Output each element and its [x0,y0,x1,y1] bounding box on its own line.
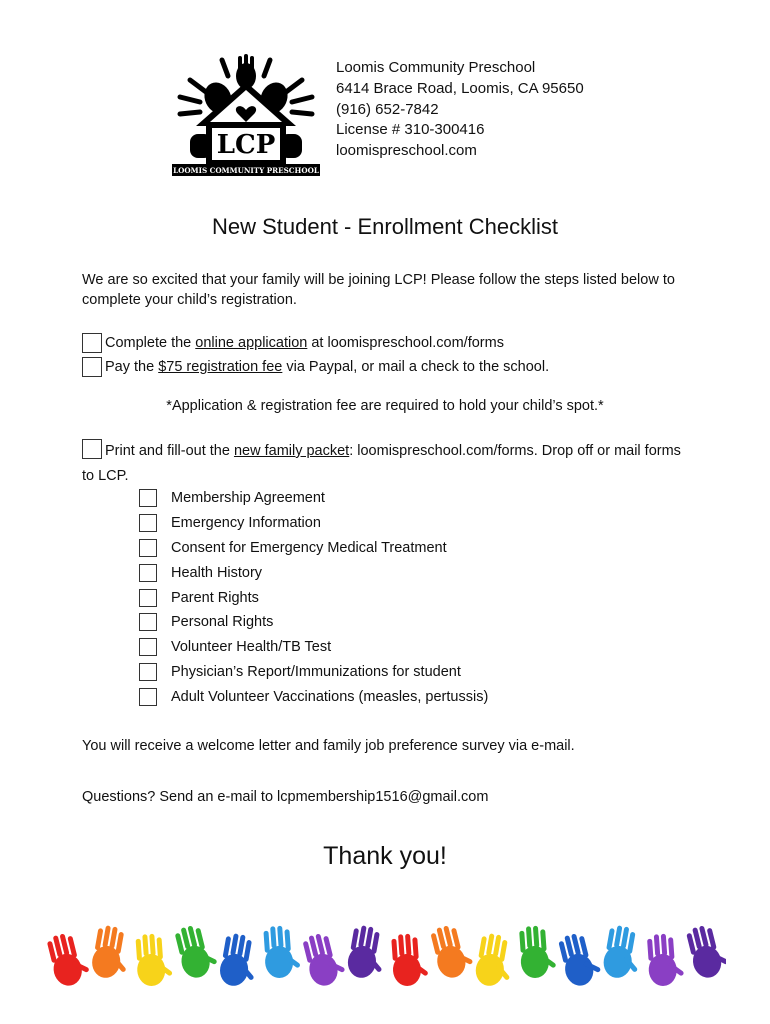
questions-note: Questions? Send an e-mail to lcpmembership1516@gmail.com [82,789,489,805]
school-website: loomispreschool.com [336,142,477,160]
step-text: Pay the $75 registration fee via Paypal, or mail a check to the school. [105,359,550,375]
handprints-border [44,910,726,994]
handprint-icon [301,930,348,989]
handprint-icon [429,922,476,981]
handprint-icon [218,932,262,989]
form-item: Physician’s Report/Immunizations for student [139,663,461,681]
logo-letters: LCP [216,130,276,160]
handprint-icon [263,925,302,979]
handprint-icon [90,924,134,981]
welcome-note: You will receive a welcome letter and family job preference survey via e-mail. [82,738,575,754]
handprint-icon [473,932,517,989]
checkbox[interactable] [82,357,102,377]
intro-paragraph: We are so excited that your family will be joining LCP! Please follow the steps listed below to complete your child’s registration. [82,272,675,308]
lcp-logo [170,52,322,176]
handprint-icon [646,933,685,987]
handprint-icon [557,930,604,989]
online-application-link[interactable]: online application [195,335,308,351]
handprint-icon [685,922,726,981]
handprint-icon [345,924,389,981]
contact-block [336,58,584,162]
form-item: Parent Rights [139,589,259,607]
handprint-icon [518,925,557,979]
logo-banner: LOOMIS COMMUNITY PRESCHOOL [173,166,319,175]
form-item: Emergency Information [139,514,321,532]
handprint-icon [135,933,174,987]
school-address: 6414 Brace Road, Loomis, CA 95650 [336,79,584,97]
checkbox[interactable] [139,489,157,507]
step-online-application [82,333,504,353]
handprint-icon [45,930,92,989]
step-text: Complete the online application at loomispreschool.com/forms [105,335,504,351]
checkbox[interactable] [139,638,157,656]
page-title: New Student - Enrollment Checklist [211,214,559,239]
form-item: Volunteer Health/TB Test [139,638,331,656]
checkbox[interactable] [139,539,157,557]
form-item: Personal Rights [139,613,273,631]
form-item: Consent for Emergency Medical Treatment [139,539,447,557]
checkbox[interactable] [82,439,102,459]
checkbox[interactable] [139,688,157,706]
school-phone: (916) 652-7842 [336,100,439,118]
step-family-packet: Print and fill-out the new family packet: loomispreschool.com/forms. Drop off or mail forms to LCP. [82,439,692,489]
checkbox[interactable] [82,333,102,353]
license-number: License # 310-300416 [336,121,485,139]
checkbox[interactable] [139,589,157,607]
checkbox[interactable] [139,514,157,532]
school-name: Loomis Community Preschool [336,59,536,76]
form-item: Adult Volunteer Vaccinations (measles, pertussis) [139,688,488,706]
thank-you: Thank you! [323,842,447,870]
family-packet-link[interactable]: new family packet [233,443,350,459]
form-item: Membership Agreement [139,489,325,507]
checkbox[interactable] [139,564,157,582]
handprint-icon [173,922,220,981]
form-item: Health History [139,564,262,582]
step-registration-fee [82,357,549,377]
checkbox[interactable] [139,613,157,631]
checkbox[interactable] [139,663,157,681]
registration-fee-link[interactable]: $75 registration fee [158,359,283,375]
handprint-icon [601,924,645,981]
required-note: *Application & registration fee are required to hold your child’s spot.* [166,398,604,414]
handprint-icon [391,933,430,987]
